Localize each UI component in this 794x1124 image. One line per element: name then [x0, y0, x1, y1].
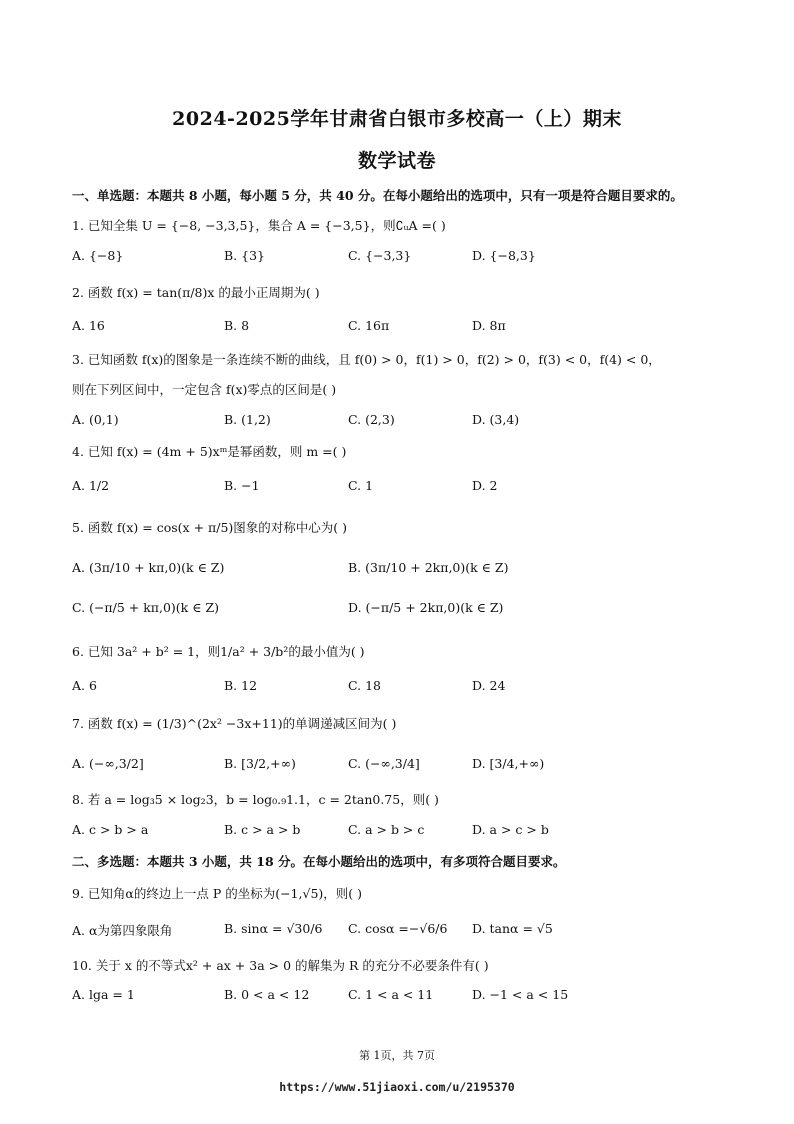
option-a: A. 16: [72, 318, 105, 333]
option-b: B. 0 < a < 12: [224, 987, 310, 1002]
option-a: A. 1/2: [72, 478, 110, 493]
option-b: B. 8: [224, 318, 250, 333]
option-c: C. cosα =−√6/6: [348, 921, 448, 936]
option-d: D. a > c > b: [472, 822, 549, 837]
option-c: C. {−3,3}: [348, 248, 412, 263]
question-stem: 10. 关于 x 的不等式x² + ax + 3a > 0 的解集为 R 的充分不必要条件有( ): [72, 958, 489, 973]
question-stem: 3. 已知函数 f(x)的图象是一条连续不断的曲线，且 f(0) > 0，f(1) > 0，f(2) > 0，f(3) < 0，f(4) < 0，: [72, 352, 661, 367]
option-c: C. 1: [348, 478, 374, 493]
option-b: B. {3}: [224, 248, 265, 263]
option-c: C. a > b > c: [348, 822, 425, 837]
option-d: D. (3,4): [472, 412, 520, 427]
option-c: C. 1 < a < 11: [348, 987, 434, 1002]
option-a: A. α为第四象限角: [72, 923, 173, 938]
option-c: C. (−π/5 + kπ,0)(k ∈ Z): [72, 600, 220, 615]
option-a: A. 6: [72, 678, 97, 693]
question-stem: 7. 函数 f(x) = (1/3)^(2x² −3x+11)的单调递减区间为( ): [72, 716, 397, 731]
option-b: B. (1,2): [224, 412, 271, 427]
option-c: C. (2,3): [348, 412, 395, 427]
option-d: D. −1 < a < 15: [472, 987, 569, 1002]
option-d: D. 24: [472, 678, 506, 693]
question-stem: 8. 若 a = log₃5 × log₂3，b = log₀.₉1.1，c = 2tan0.75，则( ): [72, 792, 439, 807]
option-c: C. 18: [348, 678, 381, 693]
option-b: B. 12: [224, 678, 258, 693]
option-b: B. −1: [224, 478, 260, 493]
option-a: A. {−8}: [72, 248, 124, 263]
option-a: A. (−∞,3/2]: [72, 756, 144, 771]
option-a: A. lga = 1: [72, 987, 135, 1002]
page-footer: 第 1页，共 7页: [359, 1049, 435, 1062]
question-stem: 9. 已知角α的终边上一点 P 的坐标为(−1,√5)，则( ): [72, 886, 362, 901]
option-d: D. tanα = √5: [472, 921, 553, 936]
option-a: A. (0,1): [72, 412, 119, 427]
option-d: D. (−π/5 + 2kπ,0)(k ∈ Z): [348, 600, 504, 615]
option-b: B. (3π/10 + 2kπ,0)(k ∈ Z): [348, 560, 509, 575]
option-d: D. 2: [472, 478, 498, 493]
option-b: B. sinα = √30/6: [224, 921, 323, 936]
option-d: D. [3/4,+∞): [472, 756, 545, 771]
watermark-url: https://www.51jiaoxi.com/u/2195370: [279, 1080, 515, 1094]
option-b: B. c > a > b: [224, 822, 301, 837]
page-title: 2024-2025学年甘肃省白银市多校高一（上）期末: [172, 108, 622, 130]
option-d: D. 8π: [472, 318, 506, 333]
section-heading-multi-choice: 二、多选题：本题共 3 小题，共 18 分。在每小题给出的选项中，有多项符合题目要求。: [72, 854, 566, 869]
section-heading-single-choice: 一、单选题：本题共 8 小题，每小题 5 分，共 40 分。在每小题给出的选项中，只有一项是符合题目要求的。: [72, 188, 683, 203]
question-stem: 5. 函数 f(x) = cos(x + π/5)图象的对称中心为( ): [72, 520, 347, 535]
option-c: C. (−∞,3/4]: [348, 756, 420, 771]
page-subtitle: 数学试卷: [357, 150, 436, 172]
option-d: D. {−8,3}: [472, 248, 536, 263]
question-stem: 2. 函数 f(x) = tan(π/8)x 的最小正周期为( ): [72, 285, 320, 300]
option-c: C. 16π: [348, 318, 390, 333]
option-b: B. [3/2,+∞): [224, 756, 296, 771]
question-stem: 4. 已知 f(x) = (4m + 5)xᵐ是幂函数，则 m =( ): [72, 444, 347, 459]
question-stem: 1. 已知全集 U = {−8, −3,3,5}，集合 A = {−3,5}，则∁ᵤA =( ): [72, 218, 446, 233]
option-a: A. c > b > a: [72, 822, 149, 837]
option-a: A. (3π/10 + kπ,0)(k ∈ Z): [72, 560, 225, 575]
question-stem-continued: 则在下列区间中，一定包含 f(x)零点的区间是( ): [72, 382, 337, 397]
question-stem: 6. 已知 3a² + b² = 1，则1/a² + 3/b²的最小值为( ): [72, 644, 365, 659]
